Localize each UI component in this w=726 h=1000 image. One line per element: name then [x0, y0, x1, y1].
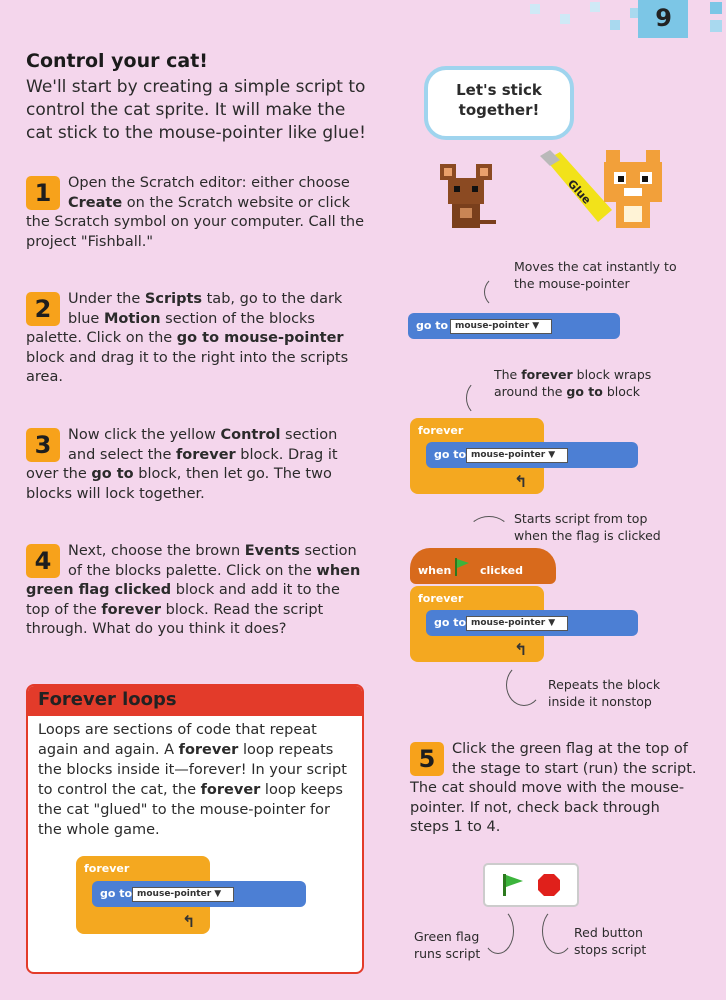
box-text: Loops are sections of code that repeat again and again. A forever loop repeats the blocks inside it—forever! In your script to control the cat, the forever loop keeps the cat "glued" to the mouse-pointer for the whole game.: [38, 722, 347, 838]
loop-arrow-icon: ↰: [514, 640, 528, 659]
pixel-decoration: [520, 0, 726, 36]
mouse-pointer-dropdown: mouse-pointer ▼: [466, 448, 568, 463]
mouse-pointer-dropdown: mouse-pointer ▼: [450, 319, 552, 334]
speech-bubble: Let's stick together!: [424, 66, 574, 140]
when-flag-clicked-block: when clicked: [410, 548, 556, 584]
step-number: 2: [26, 292, 60, 326]
step-2: 2 Under the Scripts tab, go to the dark blue Motion section of the blocks palette. Click on the go to mouse-pointer block and drag it to the right into the scripts area.: [26, 291, 349, 385]
mouse-pointer-dropdown: mouse-pointer ▼: [466, 616, 568, 631]
caption-repeats-block: Repeats the block inside it nonstop: [548, 677, 661, 709]
forever-block: forever: [410, 586, 544, 662]
step-4: 4 Next, choose the brown Events section of the blocks palette. Click on the when green flag clicked block and add it to the top of the forever block. Read the script through. What do you think it does?: [26, 543, 361, 637]
step-5: 5 Click the green flag at the top of the stage to start (run) the script. The cat should move with the mouse-pointer. If not, check back through steps 1 to 4.: [410, 741, 697, 835]
go-to-block: go to mouse-pointer ▼: [408, 313, 620, 339]
forever-block: forever: [410, 418, 544, 494]
curved-arrow-icon: [468, 516, 510, 548]
step-3: 3 Now click the yellow Control section and select the forever block. Drag it over the go to block, then let go. The two blocks will lock together.: [26, 427, 338, 502]
stop-button-icon[interactable]: [537, 873, 561, 897]
green-flag-icon: [454, 558, 470, 576]
go-to-block: go to mouse-pointer ▼: [426, 442, 638, 468]
caption-moves-cat: Moves the cat instantly to the mouse-pointer: [514, 259, 677, 291]
step-number: 1: [26, 176, 60, 210]
loop-arrow-icon: ↰: [182, 912, 196, 931]
box-title: Forever loops: [28, 686, 362, 716]
curved-arrow-icon: [482, 908, 514, 954]
loop-arrow-icon: ↰: [514, 472, 528, 491]
step-number: 5: [410, 742, 444, 776]
forever-loops-box: [26, 684, 364, 974]
mouse-sprite-icon: [430, 160, 502, 236]
step-number: 4: [26, 544, 60, 578]
page-title: Control your cat!: [26, 50, 208, 72]
go-to-block: go to mouse-pointer ▼: [92, 881, 306, 907]
caption-green-flag: Green flag runs script: [414, 929, 481, 961]
go-to-block: go to mouse-pointer ▼: [426, 610, 638, 636]
page-number: 9: [655, 4, 672, 32]
step-number: 3: [26, 428, 60, 462]
stage-controls: [483, 863, 579, 907]
curved-arrow-icon: [466, 380, 496, 416]
green-flag-icon[interactable]: [501, 873, 525, 897]
caption-red-button: Red button stops script: [574, 925, 647, 957]
cat-sprite-icon: [598, 146, 670, 236]
curved-arrow-icon: [506, 664, 542, 706]
step-1: 1 Open the Scratch editor: either choose Create on the Scratch website or click the Scratch symbol on your computer. Call the project "Fishball.": [26, 175, 365, 250]
curved-arrow-icon: [542, 908, 574, 954]
curved-arrow-icon: [484, 276, 516, 308]
intro-text: We'll start by creating a simple script to control the cat sprite. It will make the cat stick to the mouse-pointer like glue!: [26, 77, 366, 143]
forever-block: forever: [76, 856, 210, 934]
caption-starts-script: Starts script from top when the flag is clicked: [514, 511, 661, 543]
caption-forever-wraps: The forever block wraps around the go to block: [494, 367, 652, 399]
mouse-pointer-dropdown: mouse-pointer ▼: [132, 887, 234, 902]
glue-label: Glue: [564, 177, 594, 207]
